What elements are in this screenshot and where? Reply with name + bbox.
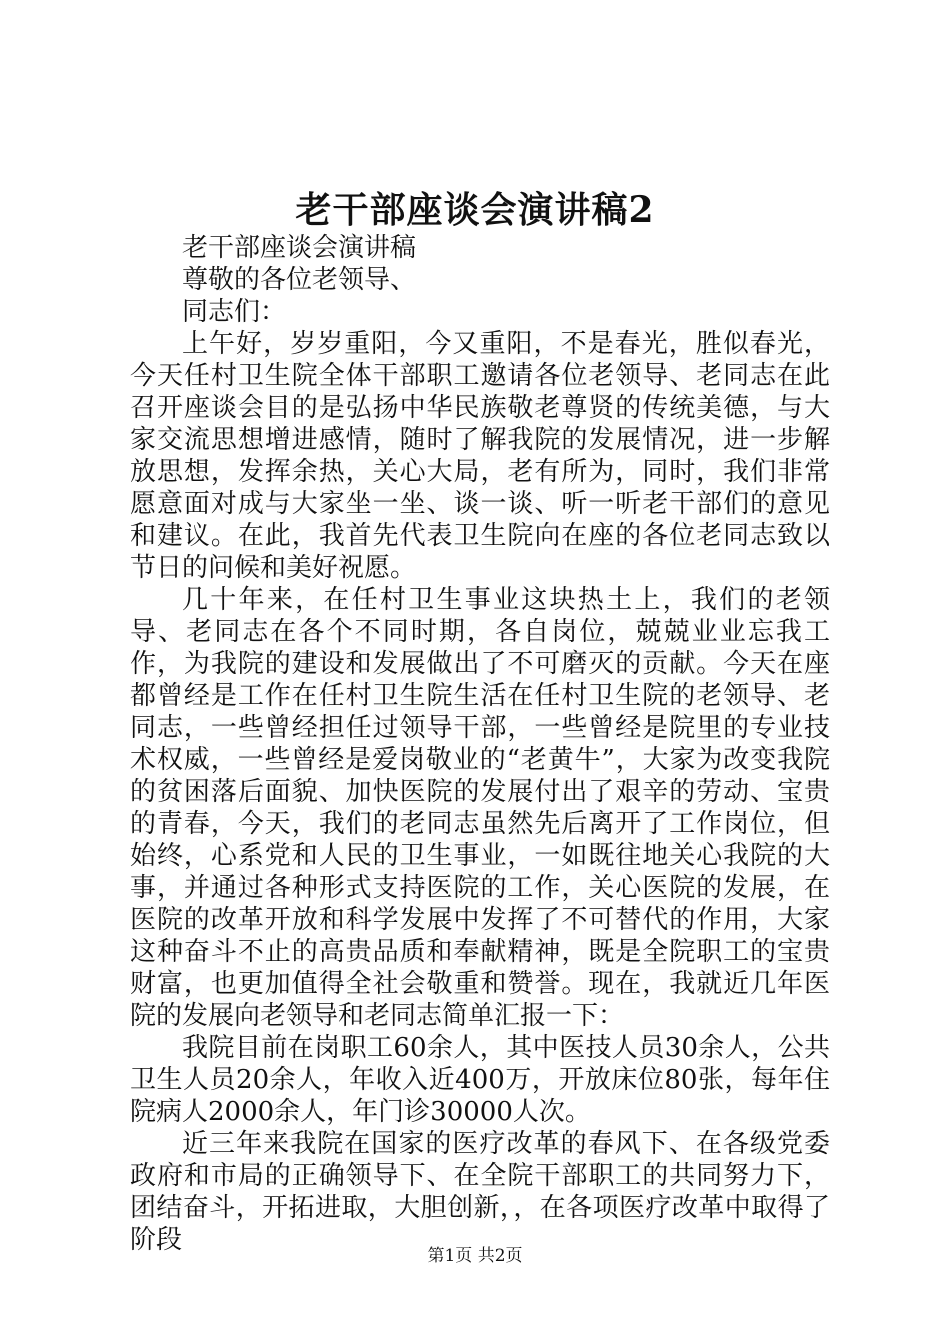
document-title: 老干部座谈会演讲稿2: [295, 189, 655, 231]
paragraph-subtitle: 老干部座谈会演讲稿: [182, 233, 417, 263]
page-number: 第1页 共2页: [427, 1246, 523, 1266]
paragraph-staff-stats: 我院目前在岗职工60余人，其中医技人员30余人，公共卫生人员20余人，年收入近400万，开放床位80张，每年住院病人2000余人，年门诊30000人次。: [130, 1033, 830, 1127]
paragraph-salutation: 尊敬的各位老领导、: [182, 265, 417, 295]
paragraph-salutation-2: 同志们：: [182, 297, 287, 327]
paragraph-greeting: 上午好，岁岁重阳，今又重阳，不是春光，胜似春光，今天任村卫生院全体干部职工邀请各位老领导、老同志在此召开座谈会目的是弘扬中华民族敬老尊贤的传统美德，与大家交流思想增进感情，随时了解我院的发展情况，进一步解放思想，发挥余热，关心大局，老有所为，同时，我们非常愿意面对成与大家坐一坐、谈一谈、听一听老干部们的意见和建议。在此，我首先代表卫生院向在座的各位老同志致以节日的问候和美好祝愿。: [130, 329, 830, 583]
paragraph-history: 几十年来，在任村卫生事业这块热土上，我们的老领导、老同志在各个不同时期，各自岗位，兢兢业业忘我工作，为我院的建设和发展做出了不可磨灭的贡献。今天在座都曾经是工作在任村卫生院生活在任村卫生院的老领导、老同志，一些曾经担任过领导干部，一些曾经是院里的专业技术权威，一些曾经是爱岗敬业的“老黄牛”，大家为改变我院的贫困落后面貌、加快医院的发展付出了艰辛的劳动、宝贵的青春，今天，我们的老同志虽然先后离开了工作岗位，但始终，心系党和人民的卫生事业，一如既往地关心我院的大事，并通过各种形式支持医院的工作，关心医院的发展，在医院的改革开放和科学发展中发挥了不可替代的作用，大家这种奋斗不止的高贵品质和奉献精神，既是全院职工的宝贵财富，也更加值得全社会敬重和赞誉。现在，我就近几年医院的发展向老领导和老同志简单汇报一下：: [130, 585, 830, 1031]
paragraph-reform: 近三年来我院在国家的医疗改革的春风下、在各级党委政府和市局的正确领导下、在全院干部职工的共同努力下，团结奋斗，开拓进取，大胆创新，，在各项医疗改革中取得了阶段: [130, 1129, 830, 1255]
document-body: [130, 232, 830, 1256]
